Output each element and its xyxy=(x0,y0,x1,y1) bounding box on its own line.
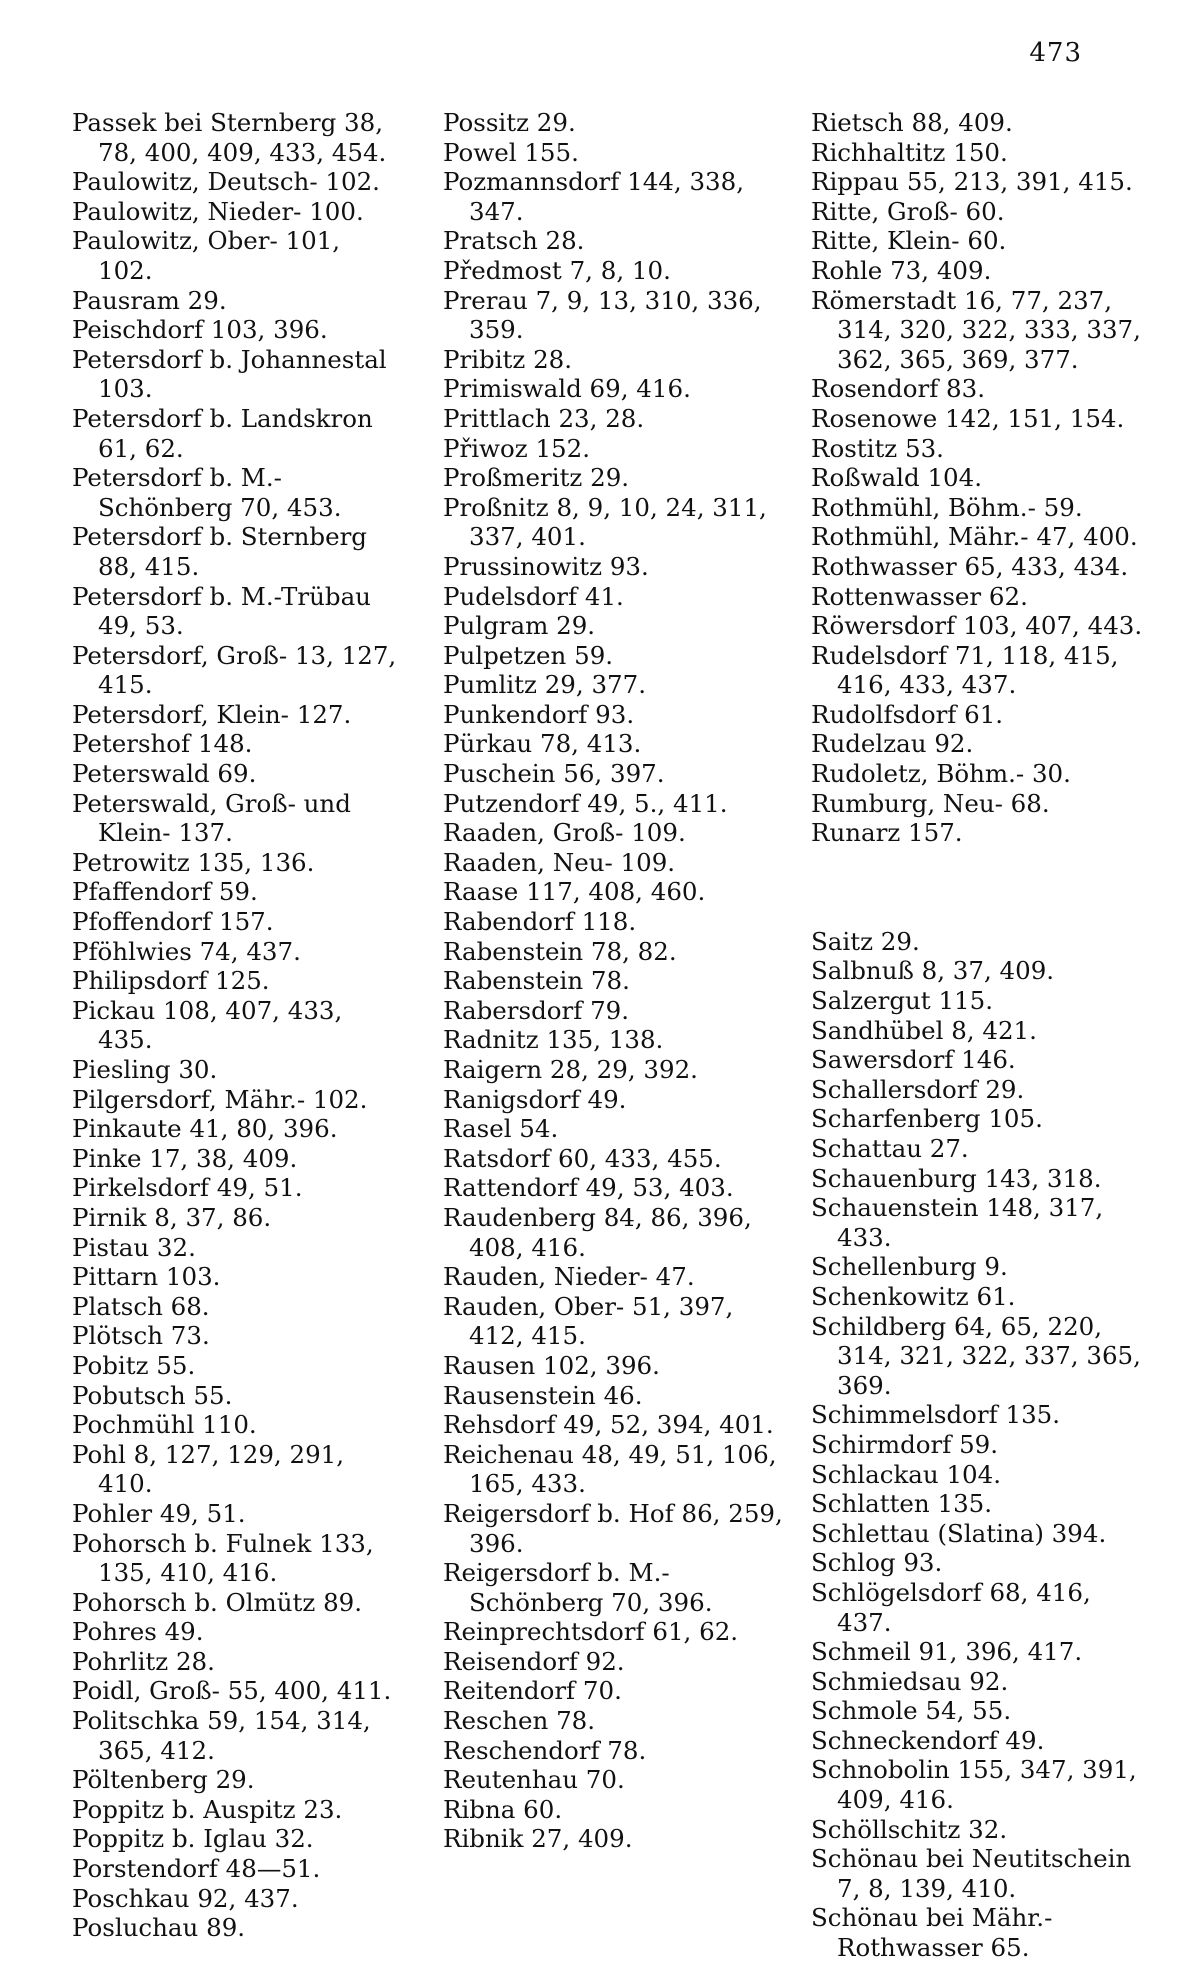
index-entry: Pudelsdorf 41. xyxy=(443,581,624,611)
index-entry: Rabersdorf 79. xyxy=(443,995,630,1025)
index-entry: Pinke 17, 38, 409. xyxy=(72,1143,298,1173)
index-entry: Posluchau 89. xyxy=(72,1913,246,1943)
index-entry: Pittarn 103. xyxy=(72,1262,221,1292)
index-entry: Scharfenberg 105. xyxy=(811,1104,1043,1134)
index-entry: Schauenstein 148, 317, 433. xyxy=(811,1193,1104,1252)
index-entry: Ritte, Klein- 60. xyxy=(811,226,1007,256)
index-entry: Přiwoz 152. xyxy=(443,433,590,463)
index-entry: Rostitz 53. xyxy=(811,433,944,463)
index-entry: Rottenwasser 62. xyxy=(811,581,1028,611)
index-entry: Pumlitz 29, 377. xyxy=(443,670,647,700)
index-entry: Paulowitz, Ober- 101, 102. xyxy=(72,226,341,285)
index-entry: Rudelsdorf 71, 118, 415, 416, 433, 437. xyxy=(811,640,1119,700)
index-entry: Pirkelsdorf 49, 51. xyxy=(72,1173,303,1203)
index-entry: Pobitz 55. xyxy=(72,1350,196,1380)
index-entry: Pribitz 28. xyxy=(443,344,573,374)
index-entry: Röwersdorf 103, 407, 443. xyxy=(811,611,1143,641)
index-entry: Pohler 49, 51. xyxy=(72,1498,246,1528)
index-entry: Schenkowitz 61. xyxy=(811,1281,1016,1311)
index-entry: Rietsch 88, 409. xyxy=(811,108,1013,137)
index-entry: Petersdorf, Klein- 127. xyxy=(72,699,352,729)
index-entry: Reigersdorf b. Hof 86, 259, 396. xyxy=(443,1498,783,1558)
index-entry: Reigersdorf b. M.-Schönberg 70, 396. xyxy=(443,1558,713,1617)
index-entry: Schlackau 104. xyxy=(811,1459,1002,1489)
index-entry: Ratsdorf 60, 433, 455. xyxy=(443,1143,722,1173)
index-entry: Pfoffendorf 157. xyxy=(72,907,274,937)
index-column-3 xyxy=(811,108,1151,1963)
index-entry: Pozmannsdorf 144, 338, 347. xyxy=(443,167,745,226)
index-entry: Salbnuß 8, 37, 409. xyxy=(811,956,1055,986)
index-entry: Rabenstein 78. xyxy=(443,966,630,996)
index-entry: Rudolfsdorf 61. xyxy=(811,699,1004,729)
index-entry: Pulpetzen 59. xyxy=(443,640,614,670)
index-entry: Reutenhau 70. xyxy=(443,1765,625,1795)
index-entry: Passek bei Sternberg 38, 78, 400, 409, 433, 454. xyxy=(72,108,387,167)
index-entry: Předmost 7, 8, 10. xyxy=(443,255,671,285)
index-entry: Rumburg, Neu- 68. xyxy=(811,788,1050,818)
index-entry: Schellenburg 9. xyxy=(811,1252,1008,1282)
index-entry: Pohl 8, 127, 129, 291, 410. xyxy=(72,1439,345,1499)
index-entry: Schlettau (Slatina) 394. xyxy=(811,1518,1107,1548)
index-entry: Rudoletz, Böhm.- 30. xyxy=(811,759,1071,789)
index-entry: Petersdorf b. M.-Schönberg 70, 453. xyxy=(72,463,342,522)
index-entry: Poidl, Groß- 55, 400, 411. xyxy=(72,1676,392,1706)
index-entry: Pohorsch b. Olmütz 89. xyxy=(72,1587,363,1617)
index-entry: Salzergut 115. xyxy=(811,986,993,1016)
index-entry: Rehsdorf 49, 52, 394, 401. xyxy=(443,1410,774,1440)
index-entry: Petersdorf b. Landskron 61, 62. xyxy=(72,403,373,463)
index-entry: Pratsch 28. xyxy=(443,226,585,256)
index-entry: Paulowitz, Deutsch- 102. xyxy=(72,167,380,197)
index-entry: Schönau bei Mähr.-Rothwasser 65. xyxy=(811,1903,1053,1963)
index-entry: Runarz 157. xyxy=(811,818,963,848)
index-entry: Pürkau 78, 413. xyxy=(443,729,642,759)
index-entry: Rudelzau 92. xyxy=(811,729,974,759)
index-entry: Schirmdorf 59. xyxy=(811,1429,999,1459)
index-entry: Pochmühl 110. xyxy=(72,1410,257,1440)
index-entry: Rausenstein 46. xyxy=(443,1380,643,1410)
index-entry: Römerstadt 16, 77, 237, 314, 320, 322, 333, 337, 362, 365, 369, 377. xyxy=(811,285,1141,374)
index-entry: Reitendorf 70. xyxy=(443,1676,622,1706)
index-entry: Reichenau 48, 49, 51, 106, 165, 433. xyxy=(443,1439,777,1499)
index-entry: Petersdorf b. M.-Trübau 49, 53. xyxy=(72,581,371,641)
index-entry: Pinkaute 41, 80, 396. xyxy=(72,1114,338,1144)
index-entry: Paulowitz, Nieder- 100. xyxy=(72,196,364,226)
index-entry: Rabendorf 118. xyxy=(443,907,637,937)
index-entry: Rattendorf 49, 53, 403. xyxy=(443,1173,734,1203)
index-entry: Poppitz b. Auspitz 23. xyxy=(72,1794,343,1824)
index-entry: Schmeil 91, 396, 417. xyxy=(811,1637,1083,1667)
index-entry: Ribnik 27, 409. xyxy=(443,1824,633,1854)
page-number: 473 xyxy=(1029,38,1082,68)
index-entry: Schmole 54, 55. xyxy=(811,1696,1012,1726)
index-entry: Raaden, Neu- 109. xyxy=(443,847,676,877)
index-entry: Schnobolin 155, 347, 391, 409, 416. xyxy=(811,1755,1137,1815)
index-entry: Rothmühl, Böhm.- 59. xyxy=(811,492,1083,522)
index-entry: Proßmeritz 29. xyxy=(443,463,630,493)
index-entry: Raudenberg 84, 86, 396, 408, 416. xyxy=(443,1202,752,1262)
index-entry: Platsch 68. xyxy=(72,1291,210,1321)
index-entry: Reinprechtsdorf 61, 62. xyxy=(443,1617,739,1647)
index-entry: Roßwald 104. xyxy=(811,463,982,493)
index-entry: Raase 117, 408, 460. xyxy=(443,877,706,907)
index-entry: Raigern 28, 29, 392. xyxy=(443,1055,698,1084)
index-entry: Petrowitz 135, 136. xyxy=(72,847,315,877)
index-entry: Prussinowitz 93. xyxy=(443,551,649,581)
index-entry: Sandhübel 8, 421. xyxy=(811,1015,1037,1045)
index-entry: Reschen 78. xyxy=(443,1706,596,1736)
index-entry: Putzendorf 49, 5., 411. xyxy=(443,788,728,818)
index-entry: Peischdorf 103, 396. xyxy=(72,315,328,345)
index-entry: Petershof 148. xyxy=(72,729,253,759)
index-entry: Porstendorf 48—51. xyxy=(72,1854,321,1884)
index-entry: Reschendorf 78. xyxy=(443,1735,647,1765)
index-entry: Peterswald 69. xyxy=(72,759,257,789)
index-entry: Punkendorf 93. xyxy=(443,699,635,729)
index-entry: Reisendorf 92. xyxy=(443,1646,625,1676)
index-entry: Ranigsdorf 49. xyxy=(443,1084,627,1114)
index-entry: Radnitz 135, 138. xyxy=(443,1025,664,1055)
index-entry: Proßnitz 8, 9, 10, 24, 311, 337, 401. xyxy=(443,492,767,552)
index-entry: Pföhlwies 74, 437. xyxy=(72,936,301,966)
index-entry: Schallersdorf 29. xyxy=(811,1074,1025,1104)
index-entry: Peterswald, Groß- und Klein- 137. xyxy=(72,788,351,848)
index-entry: Schlatten 135. xyxy=(811,1489,993,1519)
index-entry: Pöltenberg 29. xyxy=(72,1765,255,1795)
index-entry: Pilgersdorf, Mähr.- 102. xyxy=(72,1084,368,1114)
index-entry: Schlog 93. xyxy=(811,1548,943,1578)
index-entry: Possitz 29. xyxy=(443,108,576,137)
index-entry: Schildberg 64, 65, 220, 314, 321, 322, 337, 365, 369. xyxy=(811,1311,1141,1400)
index-entry: Schönau bei Neutitschein 7, 8, 139, 410. xyxy=(811,1844,1132,1903)
index-entry: Primiswald 69, 416. xyxy=(443,374,691,404)
index-entry: Rosenowe 142, 151, 154. xyxy=(811,403,1125,433)
index-entry: Sawersdorf 146. xyxy=(811,1045,1016,1075)
index-entry: Powel 155. xyxy=(443,137,579,167)
index-entry: Prerau 7, 9, 13, 310, 336, 359. xyxy=(443,285,762,345)
index-entry: Pohrlitz 28. xyxy=(72,1646,215,1676)
index-entry: Pfaffendorf 59. xyxy=(72,877,258,907)
section-gap xyxy=(811,872,1151,902)
index-entry: Rohle 73, 409. xyxy=(811,255,992,285)
index-entry: Pistau 32. xyxy=(72,1232,196,1262)
index-entry: Schmiedsau 92. xyxy=(811,1666,1009,1696)
index-entry: Ritte, Groß- 60. xyxy=(811,196,1005,226)
index-entry: Philipsdorf 125. xyxy=(72,966,270,996)
index-entry: Piesling 30. xyxy=(72,1055,218,1084)
index-entry: Rauden, Nieder- 47. xyxy=(443,1262,695,1292)
index-entry: Rasel 54. xyxy=(443,1114,559,1144)
index-entry: Politschka 59, 154, 314, 365, 412. xyxy=(72,1706,371,1765)
index-entry: Rauden, Ober- 51, 397, 412, 415. xyxy=(443,1291,734,1351)
index-entry: Schattau 27. xyxy=(811,1134,969,1163)
index-entry: Rothmühl, Mähr.- 47, 400. xyxy=(811,522,1138,552)
index-column-2 xyxy=(443,108,783,1854)
index-entry: Pohres 49. xyxy=(72,1617,204,1647)
index-entry: Schöllschitz 32. xyxy=(811,1814,1008,1844)
index-entry: Richhaltitz 150. xyxy=(811,137,1008,167)
index-entry: Plötsch 73. xyxy=(72,1321,210,1351)
index-entry: Rippau 55, 213, 391, 415. xyxy=(811,167,1133,197)
index-entry: Schneckendorf 49. xyxy=(811,1725,1045,1755)
index-entry: Pobutsch 55. xyxy=(72,1380,233,1410)
index-entry: Schimmelsdorf 135. xyxy=(811,1400,1061,1430)
index-entry: Rausen 102, 396. xyxy=(443,1350,660,1380)
index-entry: Puschein 56, 397. xyxy=(443,759,665,789)
index-entry: Raaden, Groß- 109. xyxy=(443,818,686,848)
index-entry: Pausram 29. xyxy=(72,285,227,315)
index-entry: Poppitz b. Iglau 32. xyxy=(72,1824,314,1854)
index-entry: Prittlach 23, 28. xyxy=(443,403,645,433)
index-entry: Schlögelsdorf 68, 416, 437. xyxy=(811,1577,1091,1637)
index-entry: Poschkau 92, 437. xyxy=(72,1883,299,1913)
index-entry: Saitz 29. xyxy=(811,926,920,956)
index-entry: Ribna 60. xyxy=(443,1794,563,1824)
index-entry: Pohorsch b. Fulnek 133, 135, 410, 416. xyxy=(72,1528,374,1588)
index-entry: Petersdorf, Groß- 13, 127, 415. xyxy=(72,640,397,700)
index-entry: Pulgram 29. xyxy=(443,611,596,641)
index-entry: Rosendorf 83. xyxy=(811,374,986,404)
index-entry: Pirnik 8, 37, 86. xyxy=(72,1202,272,1232)
index-entry: Pickau 108, 407, 433, 435. xyxy=(72,995,343,1055)
index-entry: Petersdorf b. Sternberg 88, 415. xyxy=(72,522,367,581)
index-entry: Rabenstein 78, 82. xyxy=(443,936,677,966)
index-entry: Schauenburg 143, 318. xyxy=(811,1163,1102,1193)
index-entry: Rothwasser 65, 433, 434. xyxy=(811,551,1129,581)
index-entry: Petersdorf b. Johannestal 103. xyxy=(72,344,387,404)
index-column-1 xyxy=(72,108,402,1943)
